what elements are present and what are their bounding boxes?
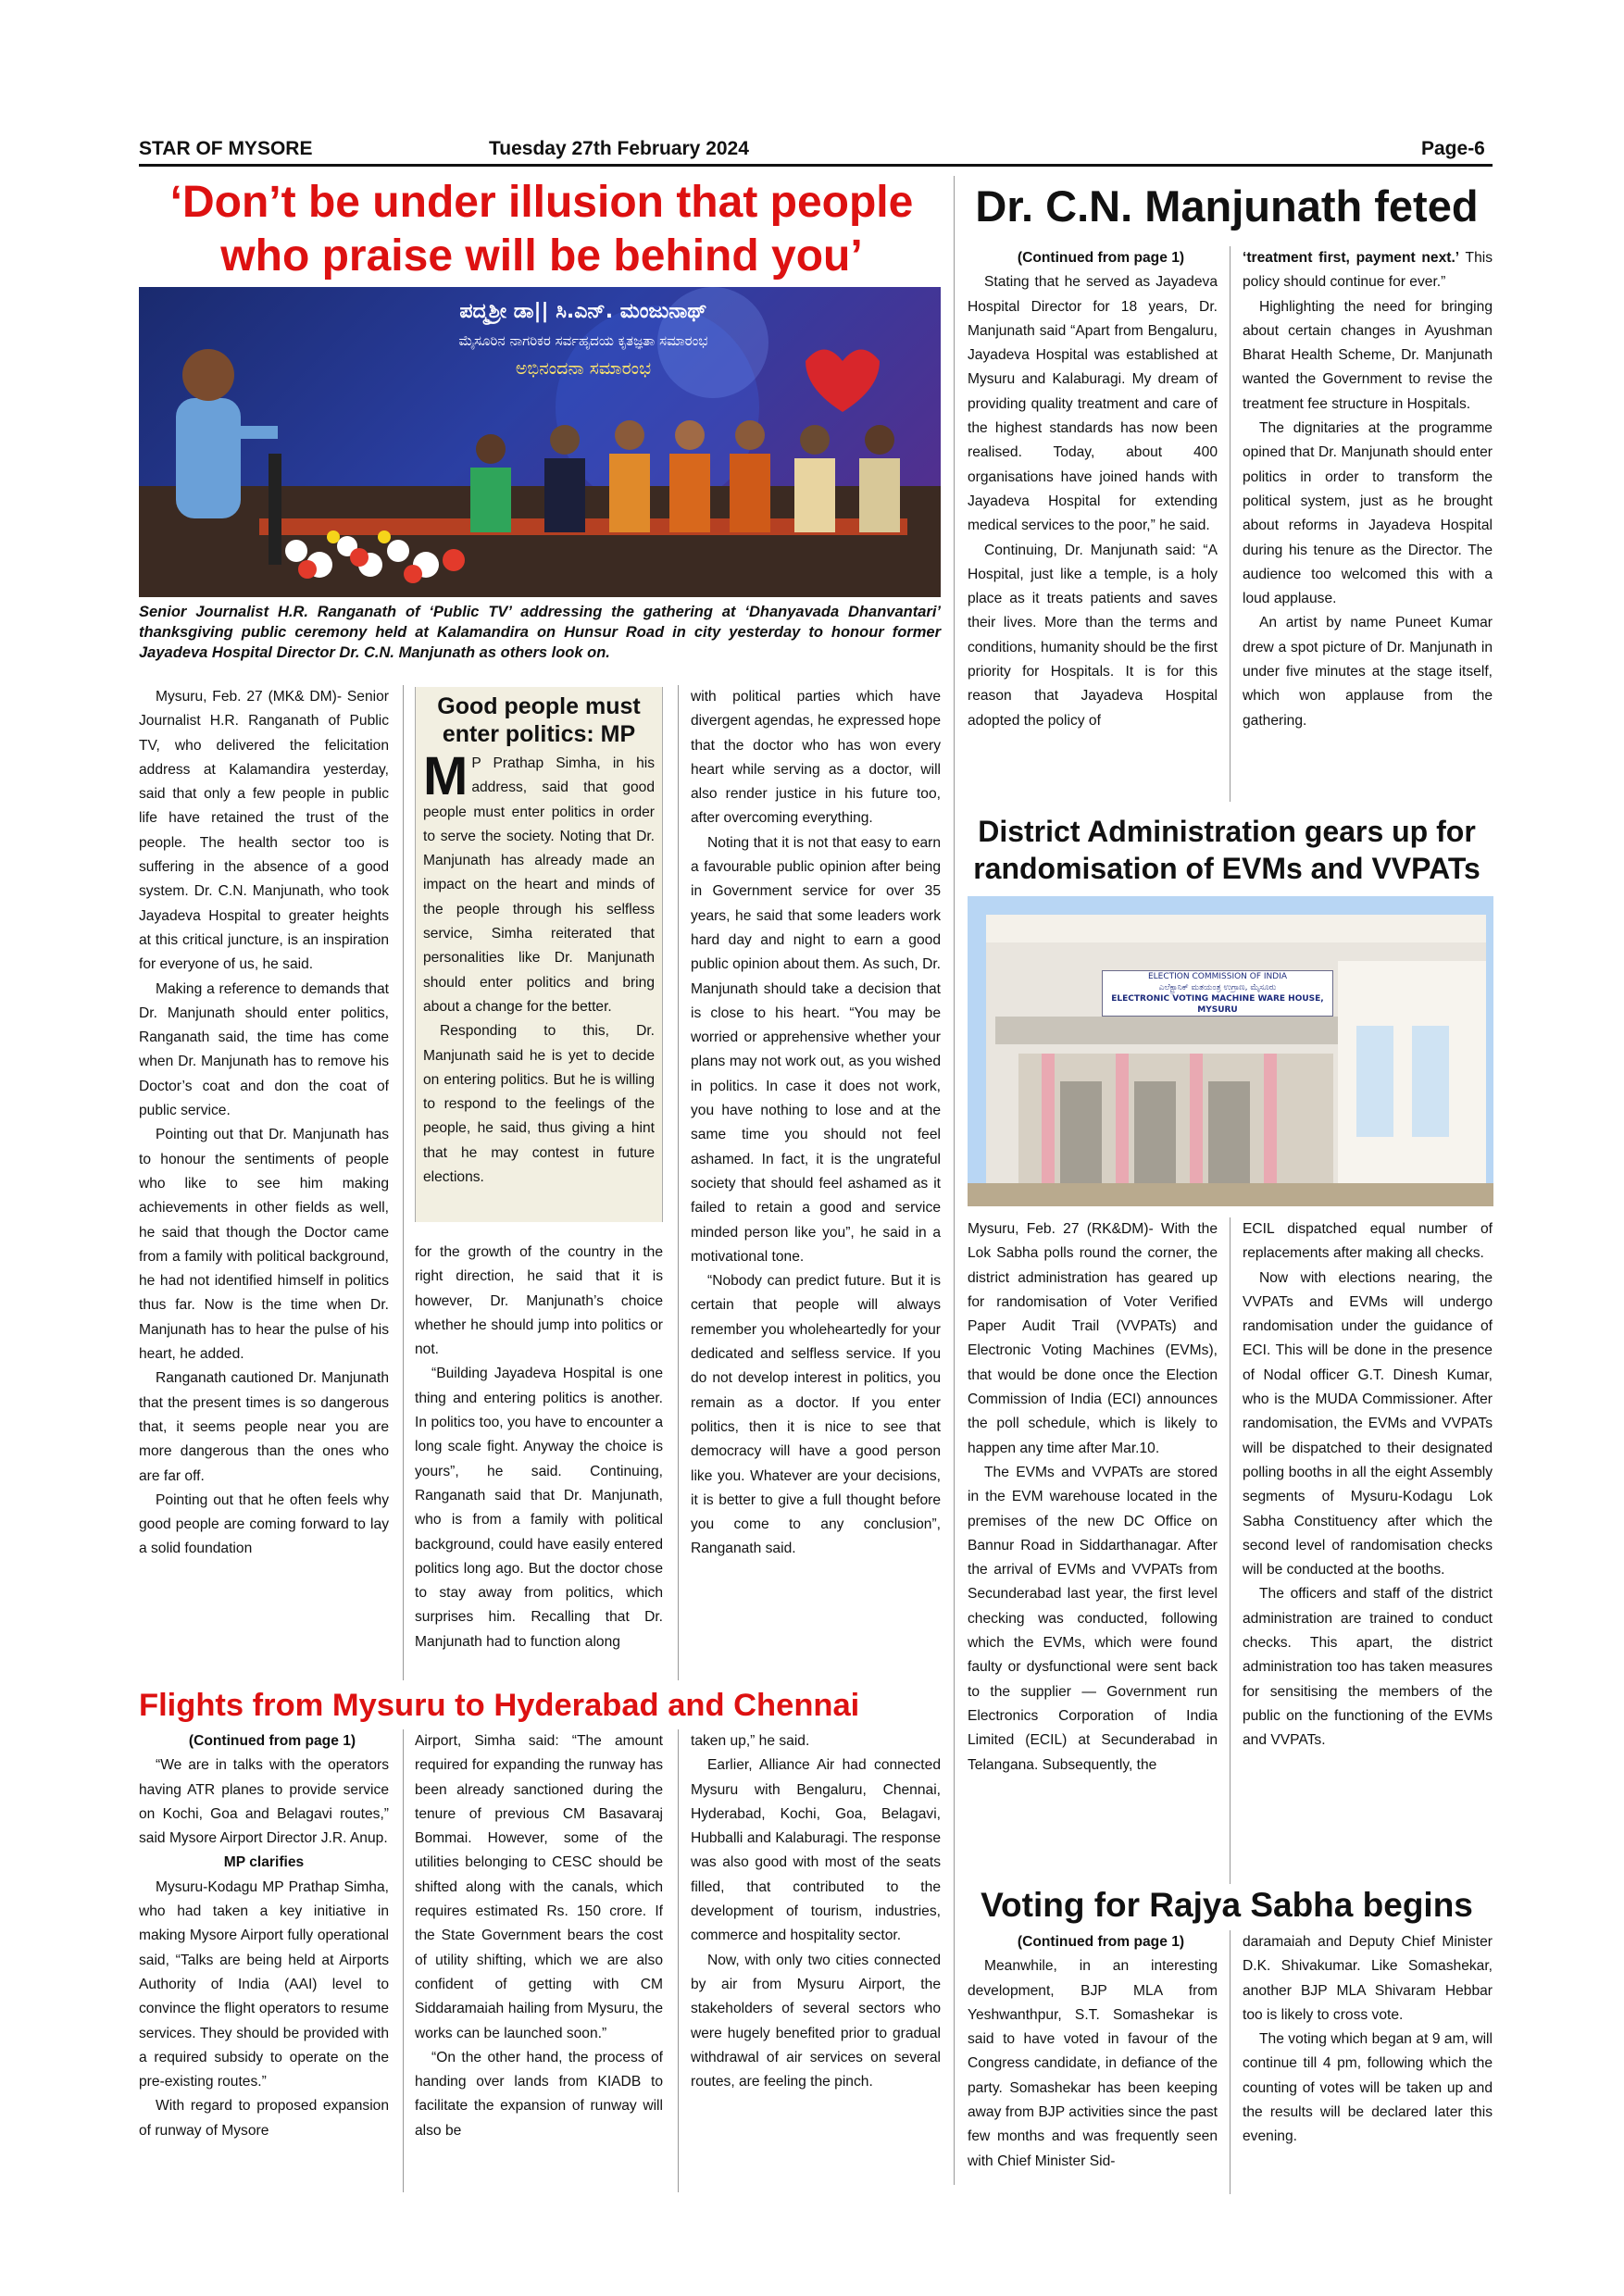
paragraph: for the growth of the country in the right direction, he said that it is however, Dr. Manjunath’s choice whether he should jump into politics or not.: [415, 1244, 663, 1358]
paragraph: daramaiah and Deputy Chief Minister D.K. Shivakumar. Like Somashekar, another BJP MLA Shivaram Hebbar too is likely to cross vote.: [1243, 1934, 1493, 2023]
masthead-date: Tuesday 27th February 2024: [489, 138, 749, 159]
paragraph: The voting which began at 9 am, will continue till 4 pm, following which the counting of votes will be taken up and the results will be declared later this evening.: [1243, 2031, 1493, 2145]
continued-note: (Continued from page 1): [1017, 1934, 1185, 1950]
warehouse-illustration: [968, 896, 1493, 1206]
continued-note: (Continued from page 1): [1017, 250, 1185, 266]
sidebar-body: [423, 752, 655, 1190]
policy-tail: This policy should continue for ever.”: [1243, 250, 1493, 291]
story4-column-1: [139, 1729, 389, 2202]
warehouse-sign: ELECTION COMMISSION OF INDIA ಎಲೆಕ್ಟ್ರಾನಿಕ್ ಮತಯಂತ್ರ ಉಗ್ರಾಣ, ಮೈಸೂರು ELECTRONIC VOTING MACHINE WARE HOUSE, MYSURU: [1102, 970, 1333, 1017]
story4-headline: Flights from Mysuru to Hyderabad and Chennai: [139, 1688, 860, 1723]
masthead-rule: [139, 164, 1493, 167]
paragraph: taken up,” he said.: [691, 1733, 810, 1749]
story1-caption: Senior Journalist H.R. Ranganath of ‘Public TV’ addressing the gathering at ‘Dhanyavada Dhanvantari’ thanksgiving public ceremony held at Kalamandira on Hunsur Road in city yesterday to honour former Jayadeva Hospital Director Dr. C.N. Manjunath as others look on.: [139, 604, 941, 661]
paragraph: Meanwhile, in an interesting development, BJP MLA from Yeshwanthpur, S.T. Somashekar is said to have voted in favour of the Congress candidate, in defiance of the party. Somashekar has been keeping away from BJP activities since the past few months and was frequently seen with Chief Minister Sid-: [968, 1958, 1218, 2169]
column-divider: [678, 1729, 679, 2192]
paragraph: An artist by name Puneet Kumar drew a spot picture of Dr. Manjunath in under five minutes at the stage itself, which won applause from the gathering.: [1243, 615, 1493, 729]
paragraph: Now, with only two cities connected by air from Mysuru Airport, the stakeholders of several sectors who were hugely benefited prior to gradual withdrawal of air services on several routes, are feeling the pinch.: [691, 1952, 941, 2090]
paragraph: Pointing out that Dr. Manjunath has to honour the sentiments of people who like to see him making achievements in other fields as well, he said that though the Doctor came from a family with political background, he had not identified himself in politics thus far. Now is the time when Dr. Manjunath has to hear the pulse of his heart, he added.: [139, 1127, 389, 1363]
paragraph: Stating that he served as Jayadeva Hospital Director for 18 years, Dr. Manjunath said “Apart from Bengaluru, Jayadeva Hospital was established at Mysuru and Kalaburagi. My dream of providing quality treatment and care of the highest standards has now been realised. Today, about 400 organisations have joined hands with Jayadeva Hospital for extending medical services to the poor,” he said.: [968, 274, 1218, 534]
paragraph: “Building Jayadeva Hospital is one thing and entering politics is another. In politics too, you have to encounter a long scale fight. Anyway the choice is yours”, he said. Continuing, Ranganath said that Dr. Manjunath, who is from a family with political background, could have easily entered politics long ago. But the doctor chose to stay away from politics, which surprises him. Recalling that Dr. Manjunath had to function along: [415, 1366, 663, 1650]
story1-column-2: [415, 1241, 663, 1680]
column-divider: [403, 685, 404, 1680]
story2-column-2: [1243, 246, 1493, 802]
policy-phrase: ‘treatment first, payment next.’: [1243, 250, 1460, 266]
masthead-publication: STAR OF MYSORE: [139, 138, 313, 159]
subheading: MP clarifies: [223, 1854, 305, 1871]
column-divider: [678, 685, 679, 1680]
story3-column-2: [1243, 1217, 1493, 1884]
paragraph: Pointing out that he often feels why good people are coming forward to lay a solid foundation: [139, 1491, 389, 1557]
story1-headline: ‘Don’t be under illusion that people who praise will be behind you’: [169, 178, 914, 281]
story1-column-3: [691, 685, 941, 1680]
story4-column-2: [415, 1729, 663, 2202]
paragraph: Continuing, Dr. Manjunath said: “A Hospital, just like a temple, is a holy place as it treats patients and saves their lives. More than the terms and conditions, humanity should be the first priority for Hospitals. It is for this reason that Jayadeva Hospital adopted the policy of: [968, 542, 1218, 729]
paragraph: With regard to proposed expansion of runway of Mysore: [139, 2098, 389, 2139]
paragraph: P Prathap Simha, in his address, said that good people must enter politics in order to serve the society. Noting that Dr. Manjunath has already made an impact on the heart and minds of the people through his selfless service, Simha reiterated that personalities like Dr. Manjunath should enter politics and bring about a change for the better.: [423, 755, 655, 1015]
story1-column-1: [139, 685, 389, 1680]
stage-banner: ಪದ್ಮಶ್ರೀ ಡಾ|| ಸಿ.ಎನ್. ಮಂಜುನಾಥ್ ಮೈಸೂರಿನ ನಾಗರಿಕರ ಸರ್ವಹೃದಯ ಕೃತಜ್ಞತಾ ಸಮಾರಂಭ ಅಭಿನಂದನಾ ಸಮಾರಂಭ: [458, 300, 708, 379]
masthead-page: Page-6: [1421, 138, 1485, 159]
story3-photo: [968, 896, 1493, 1206]
paragraph: The dignitaries at the programme opined that Dr. Manjunath should enter politics in order to transform the political system, just as he brought about reforms in Jayadeva Hospital during his tenure as the Director. The audience too welcomed this with a loud applause.: [1243, 420, 1493, 607]
paragraph: Highlighting the need for bringing about certain changes in Ayushman Bharat Health Scheme, Dr. Manjunath wanted the Government to revise the treatment fee structure in Hospitals.: [1243, 298, 1493, 412]
paragraph: Now with elections nearing, the VVPATs and EVMs will undergo randomisation under the guidance of ECI. This will be done in the presence of Nodal officer G.T. Dinesh Kumar, who is the MUDA Commissioner. After randomisation, the EVMs and VVPATs will be dispatched to their designated polling booths in all the eight Assembly segments of Mysuru-Kodagu Lok Sabha Constituency after which the second level of randomisation checks will be conducted at the booths.: [1243, 1269, 1493, 1578]
story5-column-2: [1243, 1930, 1493, 2203]
story2-headline: Dr. C.N. Manjunath feted: [975, 181, 1479, 231]
mp-sidebar-box: [415, 687, 663, 1222]
paragraph: “We are in talks with the operators having ATR planes to provide service on Kochi, Goa and Belagavi routes,” said Mysore Airport Director J.R. Anup.: [139, 1757, 389, 1847]
paragraph: [1243, 246, 1493, 295]
story1-photo: [139, 287, 941, 597]
paragraph: “On the other hand, the process of handing over lands from KIADB to facilitate the expansion of runway will also be: [415, 2049, 663, 2139]
story4-column-3: [691, 1729, 941, 2202]
sidebar-title: Good people must enter politics: MP: [437, 693, 641, 747]
paragraph: Airport, Simha said: “The amount required for expanding the runway has been already sanctioned during the tenure of previous CM Basavaraj Bommai. However, some of the utilities belonging to CESC should be shifted along with the canals, which requires estimated Rs. 150 crore. If the State Government bears the cost of utility shifting, which we are also confident of getting with CM Siddaramaiah hailing from Mysuru, the works can be launched soon.”: [415, 1733, 663, 2041]
story3-column-1: [968, 1217, 1218, 1884]
paragraph: Ranganath cautioned Dr. Manjunath that the present times is so dangerous that, it seems people near you are more dangerous than the ones who are far off.: [139, 1370, 389, 1484]
paragraph: Responding to this, Dr. Manjunath said he is yet to decide on entering politics. But he is willing to respond to the feelings of the people, he said, thus giving a hint that he may contest in future elections.: [423, 1023, 655, 1186]
drop-cap: M: [423, 752, 468, 806]
paragraph: “Nobody can predict future. But it is certain that people will always remember you wholeheartedly for your dedicated and selfless service. If you do not develop interest in politics, you remain as a doctor. If you enter politics, then it is nice to see that democracy will have a good person like you. Whatever are your decisions, it is better to give a full thought before you come to any conclusion”, Ranganath said.: [691, 1273, 941, 1557]
paragraph: Mysuru, Feb. 27 (RK&DM)- With the Lok Sabha polls round the corner, the district administration has geared up for randomisation of Voter Verified Paper Audit Trail (VVPATs) and Electronic Voting Machines (EVMs), that would be done once the Election Commission of India (ECI) announces the poll schedule, which is likely to happen any time after Mar.10.: [968, 1221, 1218, 1456]
paragraph: Making a reference to demands that Dr. Manjunath should enter politics, Ranganath said, the time has come when Dr. Manjunath has to remove his Doctor’s coat and don the coat of public service.: [139, 980, 389, 1119]
paragraph: with political parties which have divergent agendas, he expressed hope that the doctor who has won every heart while serving as a doctor, will also render justice in his future too, after overcoming everything.: [691, 689, 941, 827]
story5-column-1: [968, 1930, 1218, 2203]
paragraph: Earlier, Alliance Air had connected Mysuru with Bengaluru, Chennai, Hyderabad, Kochi, Goa, Belagavi, Hubballi and Kalaburagi. The response was also good with most of the seats filled, that contributed to the development of tourism, industries, commerce and hospitality sector.: [691, 1757, 941, 1944]
paragraph: Mysuru, Feb. 27 (MK& DM)- Senior Journalist H.R. Ranganath of Public TV, who delivered the felicitation address at Kalamandira yesterday, said that only a few people in public life have retained the trust of the people. The health sector too is suffering in the absence of a good system. Dr. C.N. Manjunath, who took Jayadeva Hospital to greater heights at this critical juncture, is an inspiration for everyone of us, he said.: [139, 689, 389, 973]
paragraph: The officers and staff of the district administration are trained to conduct checks. This apart, the district administration too has taken measures for sensitising the members of the public on the functioning of the EVMs and VVPATs.: [1243, 1586, 1493, 1749]
continued-note: (Continued from page 1): [188, 1733, 356, 1749]
column-divider: [403, 1729, 404, 2192]
story5-headline: Voting for Rajya Sabha begins: [981, 1886, 1473, 1924]
story3-headline: District Administration gears up for randomisation of EVMs and VVPATs: [973, 815, 1480, 885]
paragraph: Noting that it is not that easy to earn a favourable public opinion after being in Government service for over 35 years, he said that some leaders work hard day and night to earn a good public opinion about them. As such, Dr. Manjunath should take a decision that is close to his heart. “You may be worried or apprehensive whether your plans may not work out, as you wished in politics. In case it does not work, you have nothing to lose and at the same time you should not feel ashamed. In fact, it is the ungrateful society that should feel ashamed as it failed to retain a good and service minded person like you”, he said in a motivational tone.: [691, 834, 941, 1265]
paragraph: ECIL dispatched equal number of replacements after making all checks.: [1243, 1221, 1493, 1262]
page-divider: [954, 176, 955, 2185]
paragraph: Mysuru-Kodagu MP Prathap Simha, who had taken a key initiative in making Mysore Airport fully operational said, “Talks are being held at Airports Authority of India (AAI) level to convince the flight operators to resume services. They should be provided with a required subsidy to operate on the pre-existing routes.”: [139, 1878, 389, 2090]
story2-column-1: [968, 246, 1218, 802]
paragraph: The EVMs and VVPATs are stored in the EVM warehouse located in the premises of the new DC Office on Bannur Road in Siddarthanagar. After the arrival of EVMs and VVPATs from Secunderabad last year, the first level checking was conducted, following which the EVMs, which were found faulty or dysfunctional were sent back to the supplier — Government run Electronics Corporation of India Limited (ECIL) at Secunderabad in Telangana. Subsequently, the: [968, 1464, 1218, 1773]
